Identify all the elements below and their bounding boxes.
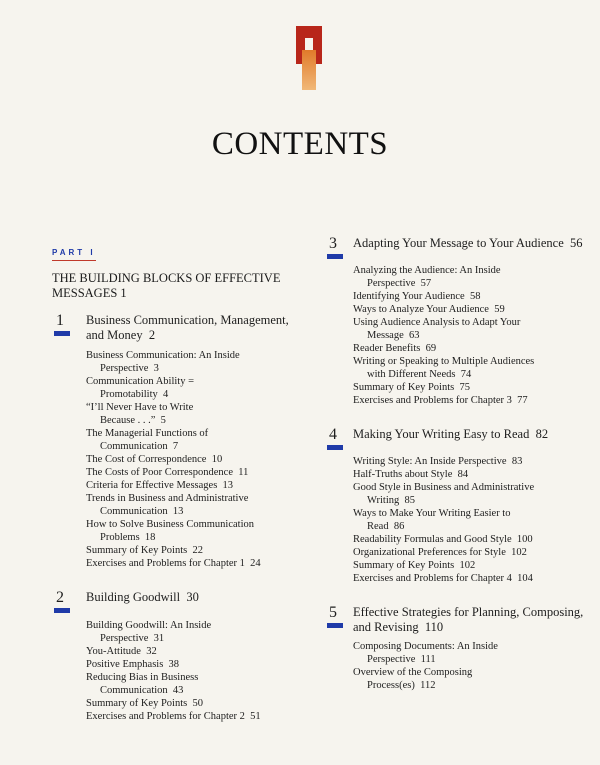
toc-entry[interactable]: Exercises and Problems for Chapter 3 77 [353,395,528,406]
entry-list [353,640,585,692]
toc-entry[interactable]: Summary of Key Points 50 [86,698,203,709]
header-ornament [296,26,322,90]
entry-page: 22 [192,545,203,556]
toc-entry[interactable]: Readability Formulas and Good Style 100 [353,534,533,545]
entry-page: 11 [238,467,249,478]
toc-entry[interactable]: Summary of Key Points 102 [353,560,476,571]
entry-page: 57 [420,278,432,289]
entry-page: 51 [250,711,261,722]
contents-left-column [52,240,307,743]
entry-page: 112 [420,680,436,691]
chapter-page: 2 [148,328,156,342]
entry-page: 50 [192,698,203,709]
toc-entry[interactable]: Ways to Make Your Writing Easier to Read 86 [353,508,511,532]
chapter-title: Building Goodwill 30 [86,590,199,604]
chapter-title: Business Communication, Management, and Money 2 [86,313,289,342]
toc-entry[interactable]: Trends in Business and Administrative Communication 13 [86,493,249,517]
toc-entry[interactable]: Exercises and Problems for Chapter 2 51 [86,711,261,722]
toc-entry[interactable]: Summary of Key Points 75 [353,382,470,393]
entry-list [353,264,585,407]
entry-page: 63 [409,330,420,341]
entry-page: 43 [172,685,184,696]
contents-right-column [325,236,585,712]
entry-page: 10 [211,454,223,465]
part-title: THE BUILDING BLOCKS OF EFFECTIVE MESSAGES 1 [52,271,281,300]
toc-entry[interactable]: Reducing Bias in Business Communication 43 [86,672,199,696]
toc-entry[interactable]: Overview of the Composing Process(es) 112 [353,667,473,691]
chapter-number: 5 [329,604,337,621]
chapter-4 [325,427,585,585]
entry-page: 100 [516,534,533,545]
entry-page: 13 [222,480,234,491]
toc-entry[interactable]: Business Communication: An Inside Perspective 3 [86,350,240,374]
chapter-marker-bar [327,254,343,259]
entry-page: 7 [172,441,179,452]
chapter-title: Making Your Writing Easy to Read 82 [353,427,549,441]
entry-page: 77 [517,395,528,406]
toc-entry[interactable]: Building Goodwill: An Inside Perspective 31 [86,620,212,644]
chapter-marker-bar [54,331,70,336]
entry-page: 13 [172,506,184,517]
entry-page: 85 [404,495,415,506]
entry-page: 38 [168,659,180,670]
chapters-right [325,236,585,692]
toc-entry[interactable]: Exercises and Problems for Chapter 1 24 [86,558,261,569]
toc-entry[interactable]: Communication Ability = Promotability 4 [86,376,195,400]
toc-entry[interactable]: The Managerial Functions of Communication 7 [86,428,209,452]
chapter-2 [52,590,307,723]
entry-page: 74 [460,369,472,380]
chapter-page: 56 [570,236,583,250]
chapter-number: 3 [329,235,337,252]
chapter-title: Adapting Your Message to Your Audience 56 [353,236,583,250]
chapter-heading[interactable] [325,427,585,450]
entry-page: 18 [144,532,156,543]
toc-entry[interactable]: Organizational Preferences for Style 102 [353,547,527,558]
chapters-left [52,313,307,723]
entry-page: 102 [459,560,476,571]
entry-page: 69 [425,343,437,354]
entry-page: 83 [511,456,523,467]
entry-page: 3 [153,363,159,374]
toc-entry[interactable]: The Costs of Poor Correspondence 11 [86,467,249,478]
toc-entry[interactable]: Writing or Speaking to Multiple Audiences with Different Needs 74 [353,356,535,380]
toc-entry[interactable]: The Cost of Correspondence 10 [86,454,223,465]
entry-page: 59 [494,304,505,315]
toc-entry[interactable]: Writing Style: An Inside Perspective 83 [353,456,523,467]
toc-entry[interactable]: Using Audience Analysis to Adapt Your Message 63 [353,317,521,341]
chapter-number: 4 [329,426,337,443]
chapter-title: Effective Strategies for Planning, Composing, and Revising 110 [353,605,584,634]
toc-entry[interactable]: Exercises and Problems for Chapter 4 104 [353,573,533,584]
entry-page: 58 [469,291,481,302]
chapter-page: 82 [535,427,549,441]
toc-entry[interactable]: Half-Truths about Style 84 [353,469,469,480]
entry-page: 31 [153,633,165,644]
toc-entry[interactable]: Reader Benefits 69 [353,343,437,354]
toc-entry[interactable]: Summary of Key Points 22 [86,545,203,556]
chapter-3 [325,236,585,407]
part-label: PART I [52,248,96,261]
toc-entry[interactable]: Identifying Your Audience 58 [353,291,481,302]
chapter-5 [325,605,585,692]
chapter-marker-bar [327,623,343,628]
chapter-heading[interactable] [325,605,585,635]
toc-entry[interactable]: You-Attitude 32 [86,646,157,657]
page-title: CONTENTS [211,126,389,162]
entry-page: 5 [160,415,166,426]
entry-page: 75 [459,382,470,393]
toc-entry[interactable]: Analyzing the Audience: An Inside Perspective 57 [353,265,501,289]
chapter-heading[interactable] [52,313,307,343]
entry-list [86,349,307,570]
entry-page: 4 [163,389,169,400]
toc-entry[interactable]: Criteria for Effective Messages 13 [86,480,234,491]
entry-page: 86 [393,521,405,532]
chapter-1 [52,313,307,570]
toc-entry[interactable]: Good Style in Business and Administrative Writing 85 [353,482,535,506]
toc-entry[interactable]: Ways to Analyze Your Audience 59 [353,304,505,315]
chapter-marker-bar [327,445,343,450]
toc-entry[interactable]: “I’ll Never Have to Write Because . . .” 5 [86,402,194,426]
entry-list [353,455,585,585]
chapter-heading[interactable] [325,236,585,259]
chapter-heading[interactable] [52,590,307,613]
chapter-page: 30 [186,590,199,604]
entry-list [86,619,307,723]
entry-page: 104 [517,573,533,584]
toc-entry[interactable]: Positive Emphasis 38 [86,659,180,670]
toc-entry[interactable]: Composing Documents: An Inside Perspective 111 [353,641,498,665]
chapter-number: 2 [56,589,64,606]
toc-entry[interactable]: How to Solve Business Communication Problems 18 [86,519,254,543]
entry-page: 111 [420,654,436,665]
chapter-page: 110 [424,620,444,634]
entry-page: 24 [250,558,261,569]
chapter-marker-bar [54,608,70,613]
entry-page: 102 [511,547,527,558]
entry-page: 32 [146,646,157,657]
entry-page: 84 [457,469,469,480]
chapter-number: 1 [56,312,64,329]
